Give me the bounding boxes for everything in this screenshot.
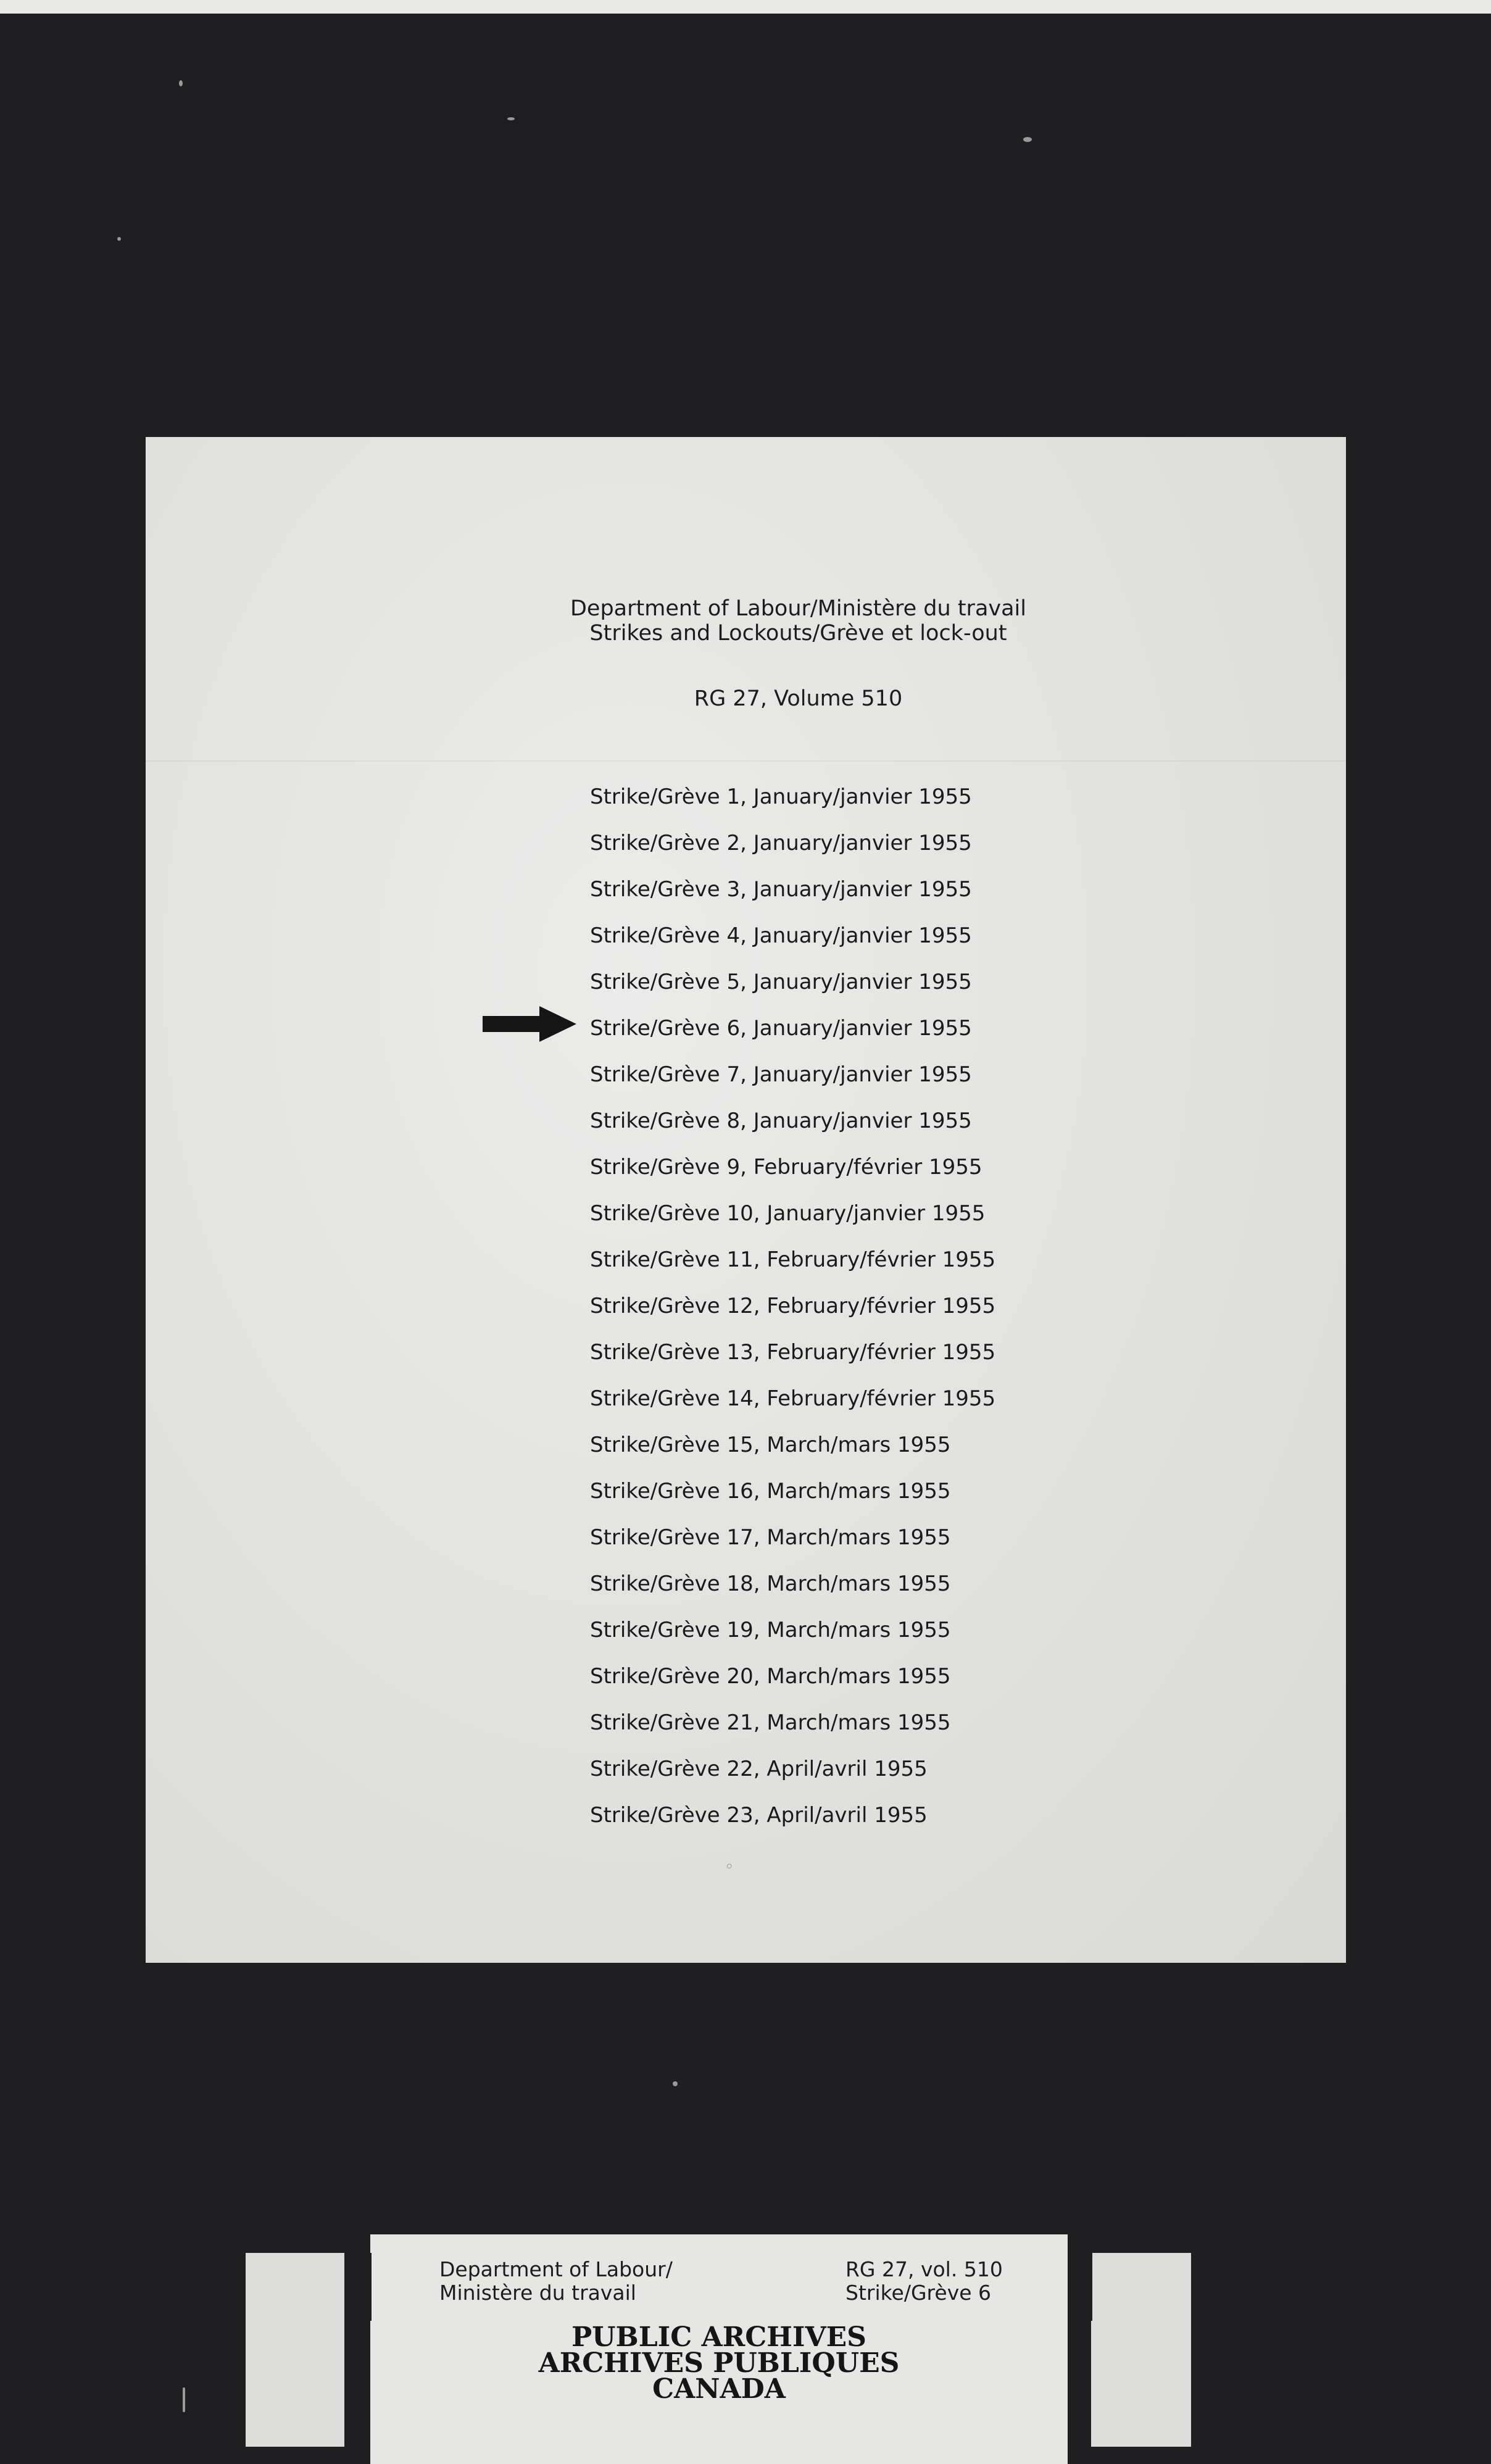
arrow-right-icon — [480, 1004, 579, 1044]
label-reference — [845, 2258, 1003, 2305]
archive-label-card — [370, 2234, 1068, 2464]
label-department-line: Ministère du travail — [439, 2281, 636, 2305]
strike-list-item: Strike/Grève 18, March/mars 1955 — [590, 1571, 951, 1596]
strike-list — [590, 774, 995, 1839]
dust-speck — [117, 237, 121, 241]
archives-stamp-line: CANADA — [652, 2373, 786, 2405]
archives-stamp-line: ARCHIVES PUBLIQUES — [538, 2347, 900, 2379]
strike-list-item: Strike/Grève 7, January/janvier 1955 — [590, 1062, 972, 1087]
dust-speck — [673, 2081, 678, 2086]
dust-speck — [507, 117, 515, 120]
strike-list-item: Strike/Grève 23, April/avril 1955 — [590, 1803, 928, 1828]
film-edge — [0, 0, 1491, 14]
label-tab-right — [1091, 2253, 1191, 2447]
header-subject: Strikes and Lockouts/Grève et lock-out — [589, 621, 1007, 646]
strike-list-item: Strike/Grève 15, March/mars 1955 — [590, 1433, 951, 1457]
volume-reference: RG 27, Volume 510 — [694, 686, 903, 711]
strike-list-item: Strike/Grève 21, March/mars 1955 — [590, 1710, 951, 1735]
strike-list-item: Strike/Grève 5, January/janvier 1955 — [590, 970, 972, 994]
strike-list-item: Strike/Grève 4, January/janvier 1955 — [590, 923, 972, 948]
strike-list-item: Strike/Grève 10, January/janvier 1955 — [590, 1201, 986, 1226]
dust-speck — [1023, 137, 1032, 142]
strike-list-item: Strike/Grève 9, February/février 1955 — [590, 1155, 982, 1180]
paper-blemish: ◦ — [725, 1858, 734, 1876]
document-header — [146, 596, 1346, 646]
label-reference-line: RG 27, vol. 510 — [845, 2257, 1003, 2281]
document-sheet — [146, 437, 1346, 1963]
strike-list-item: Strike/Grève 1, January/janvier 1955 — [590, 785, 972, 809]
strike-list-item-highlighted: Strike/Grève 6, January/janvier 1955 — [590, 1016, 972, 1041]
strike-list-item: Strike/Grève 17, March/mars 1955 — [590, 1525, 951, 1550]
label-tab-left — [246, 2253, 344, 2447]
label-reference-line: Strike/Grève 6 — [845, 2281, 992, 2305]
label-department-line: Department of Labour/ — [439, 2257, 673, 2281]
dust-speck — [179, 80, 183, 86]
strike-list-item: Strike/Grève 22, April/avril 1955 — [590, 1757, 928, 1781]
archives-stamp-line: PUBLIC ARCHIVES — [571, 2321, 866, 2353]
strike-list-item: Strike/Grève 13, February/février 1955 — [590, 1340, 996, 1365]
strike-list-item: Strike/Grève 8, January/janvier 1955 — [590, 1109, 972, 1133]
label-department — [439, 2258, 673, 2305]
label-notch-left — [344, 2253, 372, 2321]
label-notch-right — [1068, 2253, 1092, 2321]
strike-list-item: Strike/Grève 19, March/mars 1955 — [590, 1618, 951, 1642]
strike-list-item: Strike/Grève 12, February/février 1955 — [590, 1294, 996, 1318]
strike-list-item: Strike/Grève 16, March/mars 1955 — [590, 1479, 951, 1504]
sheet-fold-line — [146, 760, 1346, 762]
strike-list-item: Strike/Grève 2, January/janvier 1955 — [590, 831, 972, 855]
strike-list-item: Strike/Grève 11, February/février 1955 — [590, 1247, 996, 1272]
strike-list-item: Strike/Grève 20, March/mars 1955 — [590, 1664, 951, 1689]
header-department: Department of Labour/Ministère du travail — [570, 596, 1027, 621]
strike-list-item: Strike/Grève 14, February/février 1955 — [590, 1386, 996, 1411]
dust-speck — [183, 2387, 185, 2412]
strike-list-item: Strike/Grève 3, January/janvier 1955 — [590, 877, 972, 902]
archives-stamp — [370, 2321, 1068, 2405]
